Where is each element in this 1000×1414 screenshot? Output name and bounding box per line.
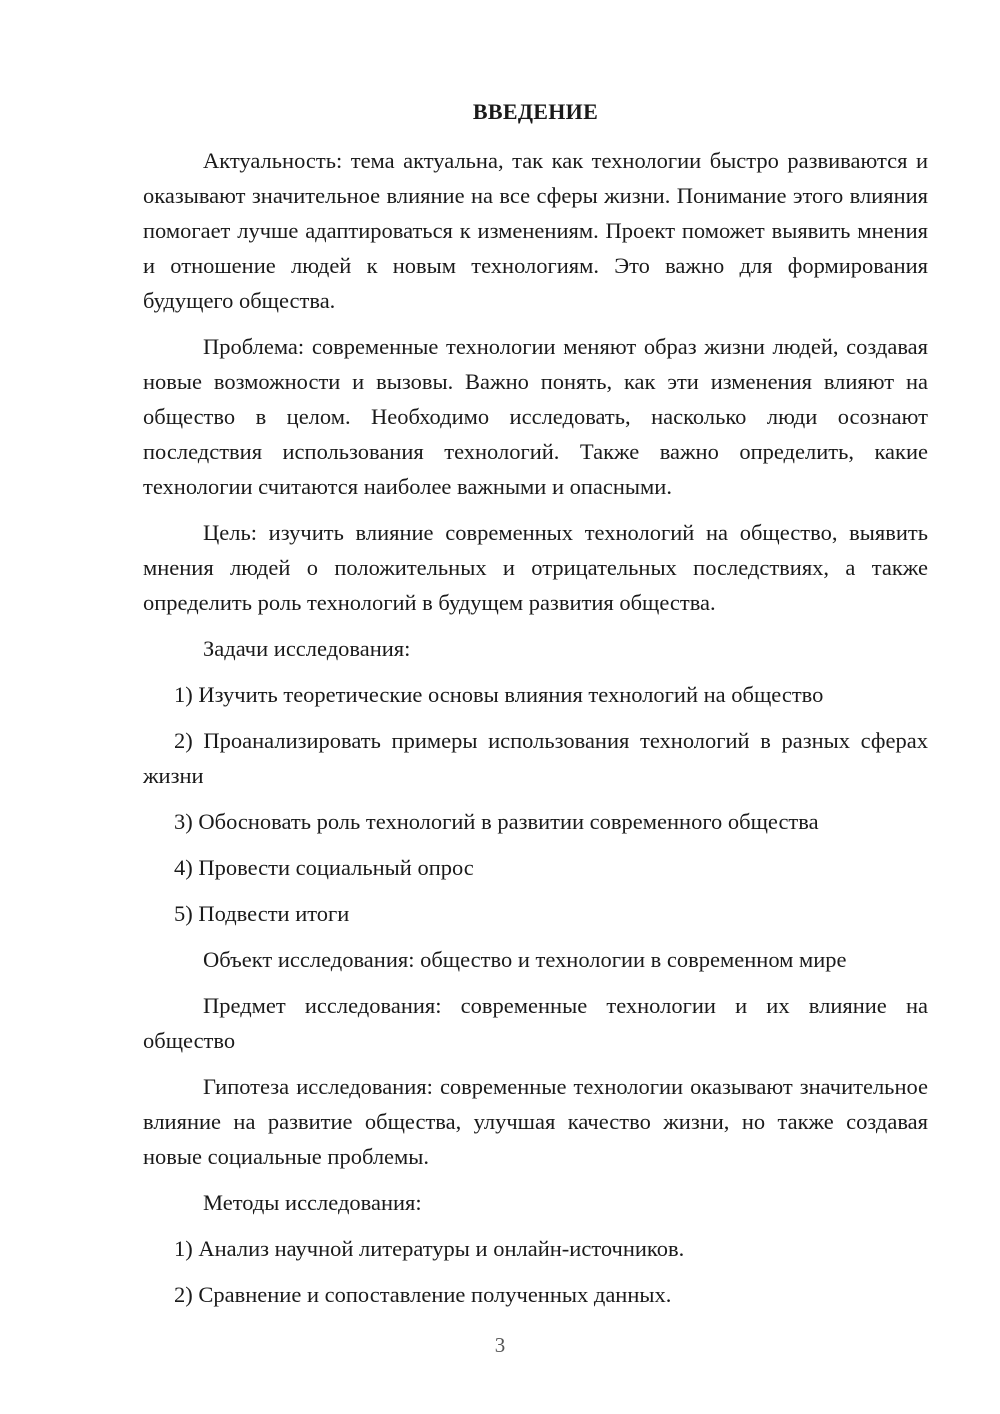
task-item-4: 4) Провести социальный опрос [174,855,474,880]
relevance-paragraph: Актуальность: тема актуальна, так как технологии быстро развиваются и оказывают значительное влияние на все сферы жизни. Понимание этого влияния помогает лучше адаптироваться к изменениям. Проект поможет выявить мнения и отношение людей к новым технологиям. Это важно для формирования будущего общества. [143,148,928,313]
method-item-2: 2) Сравнение и сопоставление полученных данных. [174,1282,672,1307]
goal-paragraph: Цель: изучить влияние современных технологий на общество, выявить мнения людей о положительных и отрицательных последствиях, а также определить роль технологий в будущем развития общества. [143,520,928,615]
methods-heading: Методы исследования: [203,1190,422,1215]
page-number: 3 [494,1333,506,1357]
object-paragraph: Объект исследования: общество и технологии в современном мире [203,947,847,972]
page-title: ВВЕДЕНИЕ [472,99,599,124]
task-item-5: 5) Подвести итоги [174,901,350,926]
task-item-3: 3) Обосновать роль технологий в развитии современного общества [174,809,819,834]
subject-paragraph: Предмет исследования: современные технологии и их влияние на общество [143,993,928,1053]
document-page [143,94,928,1323]
problem-paragraph: Проблема: современные технологии меняют образ жизни людей, создавая новые возможности и вызовы. Важно понять, как эти изменения влияют на общество в целом. Необходимо исследовать, насколько люди осознают последствия использования технологий. Также важно определить, какие технологии считаются наиболее важными и опасными. [143,334,928,499]
hypothesis-paragraph: Гипотеза исследования: современные технологии оказывают значительное влияние на развитие общества, улучшая качество жизни, но также создавая новые социальные проблемы. [143,1074,928,1169]
task-item-1: 1) Изучить теоретические основы влияния технологий на общество [174,682,824,707]
tasks-heading: Задачи исследования: [203,636,411,661]
method-item-1: 1) Анализ научной литературы и онлайн-источников. [174,1236,685,1261]
task-item-2: 2) Проанализировать примеры использования технологий в разных сферах жизни [143,728,928,788]
